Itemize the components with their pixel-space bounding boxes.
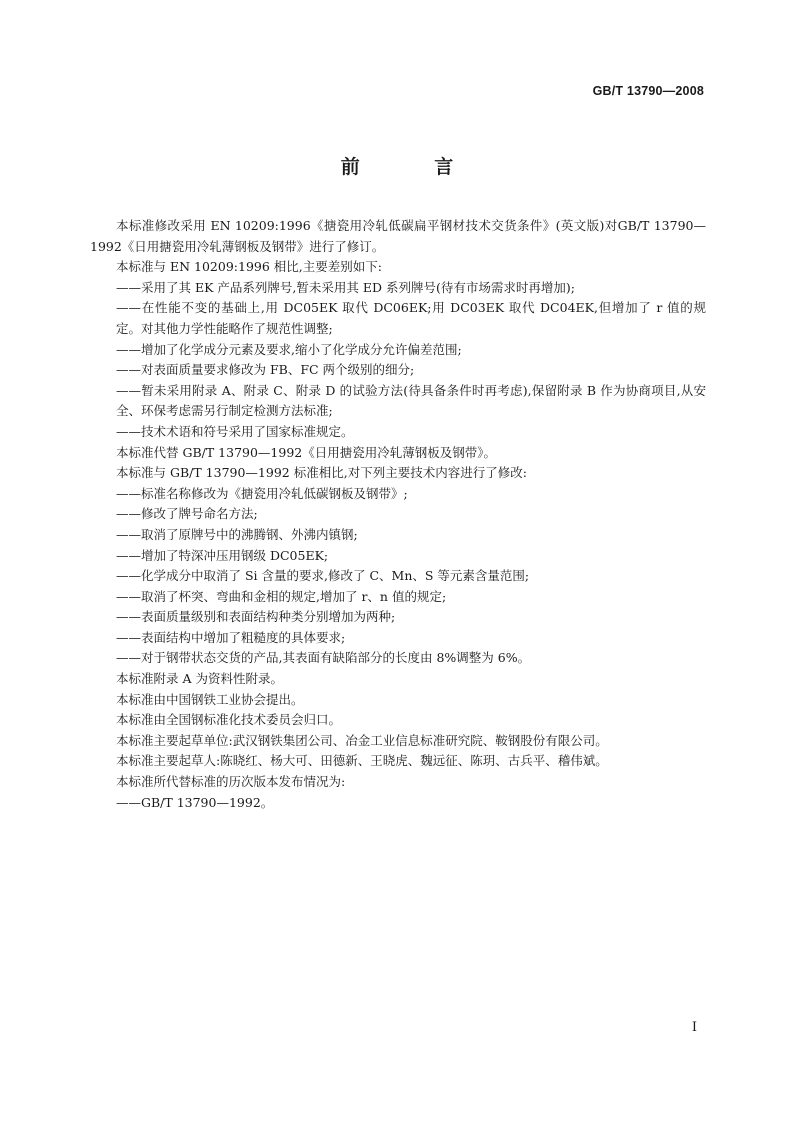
list-item: ——GB/T 13790—1992。	[116, 794, 274, 810]
list-item: ——取消了杯突、弯曲和金相的规定,增加了 r、n 值的规定;	[116, 588, 447, 604]
paragraph: 本标准由中国钢铁工业协会提出。	[116, 691, 304, 707]
paragraph: 本标准由全国钢标准化技术委员会归口。	[116, 712, 342, 728]
list-item: ——暂未采用附录 A、附录 C、附录 D 的试验方法(待具备条件时再考虑),保留附录 B 作为协商项目,从安全、环保考虑需另行制定检测方法标准;	[116, 382, 706, 419]
paragraph: 本标准主要起草单位:武汉钢铁集团公司、冶金工业信息标准研究院、鞍钢股份有限公司。	[116, 732, 608, 748]
paragraph: 本标准代替 GB/T 13790—1992《日用搪瓷用冷轧薄钢板及钢带》。	[116, 444, 496, 460]
page-number: I	[691, 1020, 697, 1035]
paragraph: 本标准主要起草人:陈晓红、杨大可、田德新、王晓虎、魏远征、陈玥、古兵平、稽伟斌。	[116, 753, 608, 769]
paragraph: 本标准与 GB/T 13790—1992 标准相比,对下列主要技术内容进行了修改:	[116, 465, 527, 481]
list-item: ——化学成分中取消了 Si 含量的要求,修改了 C、Mn、S 等元素含量范围;	[116, 568, 530, 584]
list-item: ——增加了特深冲压用钢级 DC05EK;	[116, 547, 329, 563]
list-item: ——采用了其 EK 产品系列牌号,暂未采用其 ED 系列牌号(待有市场需求时再增加);	[116, 279, 575, 295]
foreword-body	[90, 216, 706, 813]
standard-code: GB/T 13790—2008	[592, 84, 704, 98]
paragraph: 本标准与 EN 10209:1996 相比,主要差别如下:	[116, 259, 382, 275]
list-item: ——对表面质量要求修改为 FB、FC 两个级别的细分;	[116, 362, 415, 378]
list-item: ——标准名称修改为《搪瓷用冷轧低碳钢板及钢带》;	[116, 485, 408, 501]
list-item: ——表面结构中增加了粗糙度的具体要求;	[116, 629, 346, 645]
paragraph: 本标准修改采用 EN 10209:1996《搪瓷用冷轧低碳扁平钢材技术交货条件》(英文版)对GB/T 13790—1992《日用搪瓷用冷轧薄钢板及钢带》进行了修订。	[90, 218, 706, 254]
page-title: 前 言	[340, 156, 488, 178]
list-item: ——技术术语和符号采用了国家标准规定。	[116, 423, 354, 439]
list-item: ——在性能不变的基础上,用 DC05EK 取代 DC06EK;用 DC03EK 取代 DC04EK,但增加了 r 值的规定。对其他力学性能略作了规范性调整;	[116, 300, 706, 336]
list-item: ——增加了化学成分元素及要求,缩小了化学成分允许偏差范围;	[116, 341, 462, 357]
list-item: ——修改了牌号命名方法;	[116, 506, 258, 522]
list-item: ——对于钢带状态交货的产品,其表面有缺陷部分的长度由 8%调整为 6%。	[116, 650, 531, 666]
paragraph: 本标准附录 A 为资料性附录。	[116, 671, 283, 687]
list-item: ——表面质量级别和表面结构种类分别增加为两种;	[116, 609, 396, 625]
list-item: ——取消了原牌号中的沸腾钢、外沸内镇钢;	[116, 526, 358, 542]
paragraph: 本标准所代替标准的历次版本发布情况为:	[116, 774, 346, 790]
